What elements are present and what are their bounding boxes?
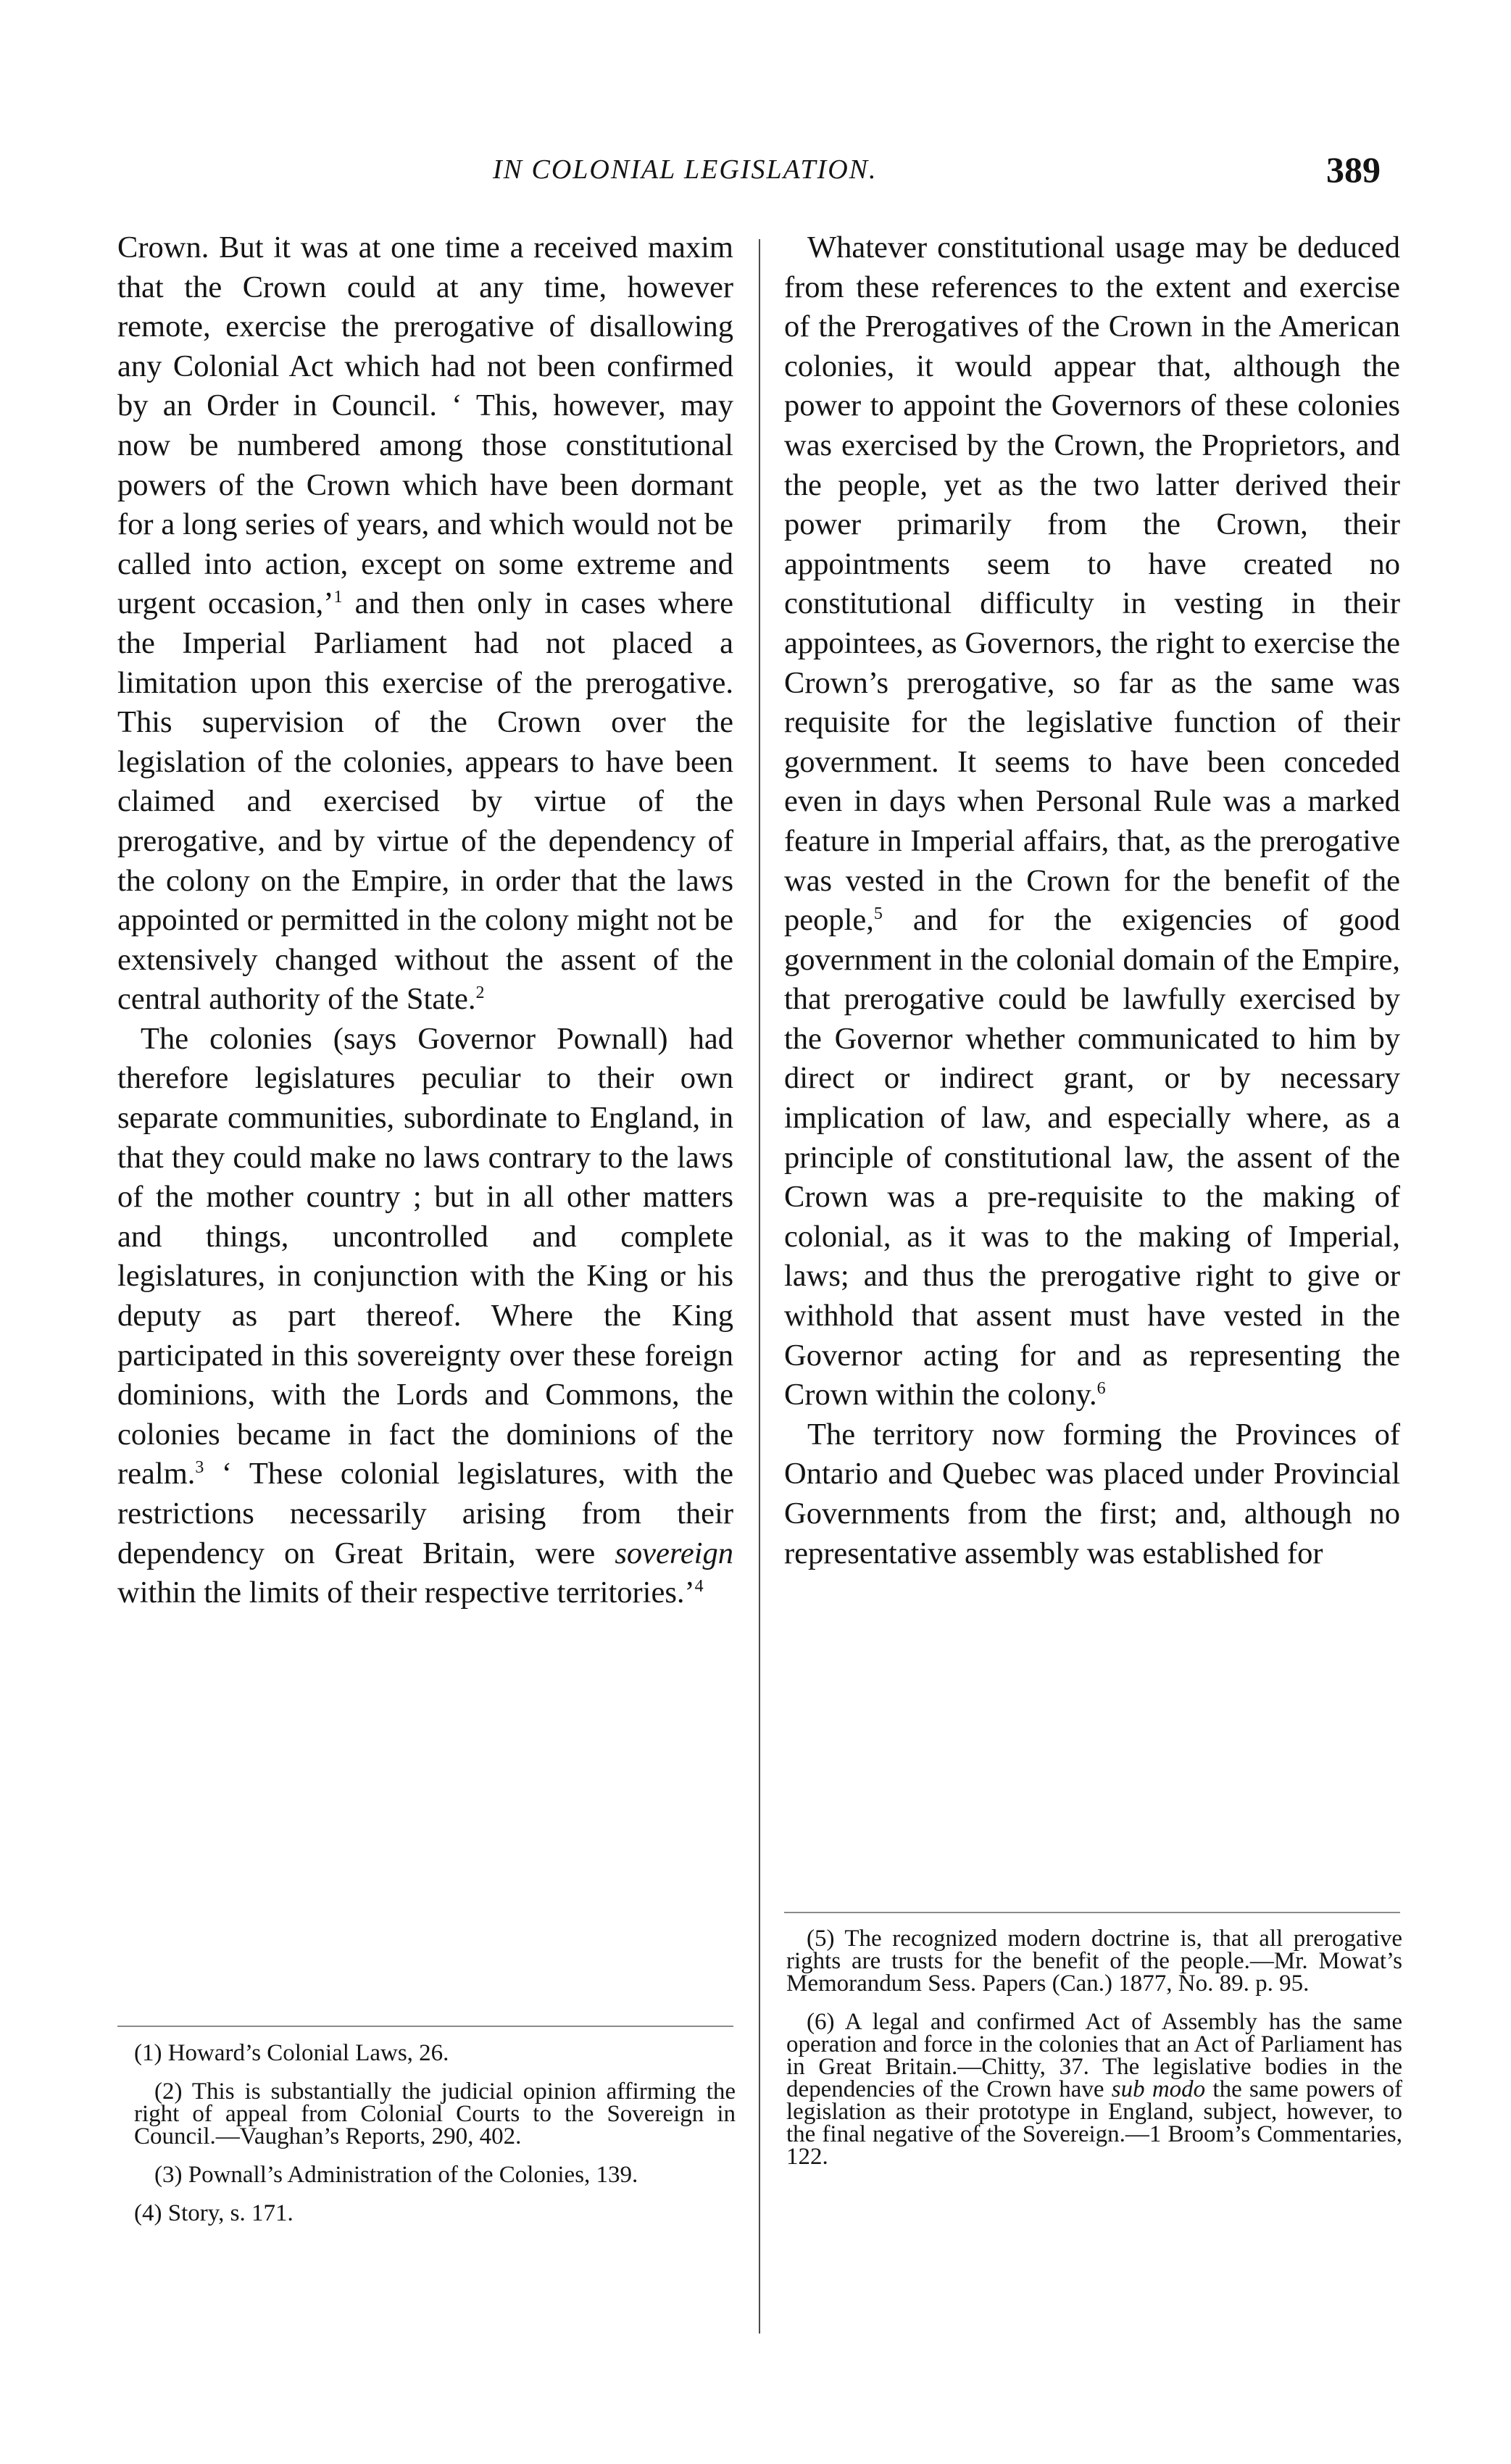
page-number: 389 [1326, 149, 1381, 190]
emphasis-sub-modo: sub modo [1111, 2076, 1206, 2102]
right-column [784, 228, 1400, 1573]
footnote-4: (4) Story, s. 171. [134, 2200, 294, 2226]
footnote-3: (3) Pownall’s Administration of the Colonies, 139. [154, 2162, 638, 2188]
column-divider [759, 239, 760, 2334]
footnote-ref-1: 1 [333, 588, 343, 607]
right-paragraph-1: Whatever constitutional usage may be deduced from these references to the extent and exercise of the Prerogatives of the Crown in the American colonies, it would appear that, although the power to appoint the Governors of these colonies was exercised by the Crown, the Proprietors, and the people, yet as the two latter derived their power primarily from the Crown, their appointments seem to have created no constitutional difficulty in vesting in their appointees, as Governors, the right to exercise the Crown’s prerogative, so far as the same was requisite for the legislative function of their government. It seems to have been conceded even in days when Personal Rule was a marked feature in Imperial affairs, that, as the prerogative was vested in the Crown for the benefit of the people,$^5$ and for the exigencies of good government in the colonial domain of the Empire, that prerogative could be lawfully exercised by the Governor whether communicated to him by direct or indirect grant, or by necessary implication of law, and especially where, as a principle of constitutional law, the assent of the Crown was a pre-requisite to the making of colonial, as it was to the making of Imperial, laws; and thus the prerogative right to give or withhold that assent must have vested in the Governor acting for and as representing the Crown within the colony.$^6$ [784, 230, 1400, 1412]
emphasis-sovereign: sovereign [615, 1536, 733, 1570]
left-column [117, 228, 733, 1613]
footnote-ref-6: 6 [1096, 1379, 1106, 1399]
footnotes-right [786, 1928, 1402, 2184]
right-paragraph-2: The territory now forming the Provinces of Ontario and Quebec was placed under Provincial Governments from the first; and, although no representative assembly was established for [784, 1417, 1400, 1570]
footnote-6: (6) A legal and confirmed Act of Assembly has the same operation and force in the colonies that an Act of Parliament has in Great Britain.—Chitty, 37. The legislative bodies in the dependencies of the Crown have sub modo the same powers of legislation as their prototype in England, subject, however, to the final negative of the Sovereign.—1 Broom’s Commentaries, 122. [786, 2009, 1402, 2170]
footnote-ref-2: 2 [475, 983, 485, 1003]
footnote-2: (2) This is substantially the judicial opinion affirming the right of appeal from Colonial Courts to the Sovereign in Council.—Vaughan’s Reports, 290, 402. [134, 2078, 736, 2149]
footnote-rule-right [784, 1912, 1400, 1913]
footnote-rule-left [117, 2026, 733, 2027]
left-paragraph-1: Crown. But it was at one time a received maxim that the Crown could at any time, however remote, exercise the prerogative of disallowing any Colonial Act which had not been confirmed by an Order in Council. ‘ This, however, may now be numbered among those constitutional powers of the Crown which have been dormant for a long series of years, and which would not be called into action, except on some extreme and urgent occasion,’$^1$ and then only in cases where the Imperial Parliament had not placed a limitation upon this exercise of the prerogative. This supervision of the Crown over the legislation of the colonies, appears to have been claimed and exercised by virtue of the prerogative, and by virtue of the dependency of the colony on the Empire, in order that the laws appointed or permitted in the colony might not be extensively changed without the assent of the central authority of the State.$^2$ [117, 230, 733, 1017]
footnote-ref-5: 5 [873, 904, 883, 923]
footnote-1: (1) Howard’s Colonial Laws, 26. [134, 2040, 449, 2066]
running-head: IN COLONIAL LEGISLATION. [493, 154, 878, 185]
footnote-5: (5) The recognized modern doctrine is, that all prerogative rights are trusts for the benefit of the people.—Mr. Mowat’s Memorandum Sess. Papers (Can.) 1877, No. 89. p. 95. [786, 1926, 1402, 1997]
left-paragraph-2: The colonies (says Governor Pownall) had therefore legislatures peculiar to their own separate communities, subordinate to England, in that they could make no laws contrary to the laws of the mother country ; but in all other matters and things, uncontrolled and complete legislatures, in conjunction with the King or his deputy as part thereof. Where the King participated in this sovereignty over these foreign dominions, with the Lords and Commons, the colonies became in fact the dominions of the realm.$^3$ ‘ These colonial legislatures, with the restrictions necessarily arising from their dependency on Great Britain, were sovereign within the limits of their respective territories.’$^4$ [117, 1021, 733, 1610]
footnote-ref-3: 3 [195, 1458, 204, 1478]
footnotes-left [134, 2042, 736, 2241]
footnote-ref-4: 4 [694, 1577, 704, 1597]
